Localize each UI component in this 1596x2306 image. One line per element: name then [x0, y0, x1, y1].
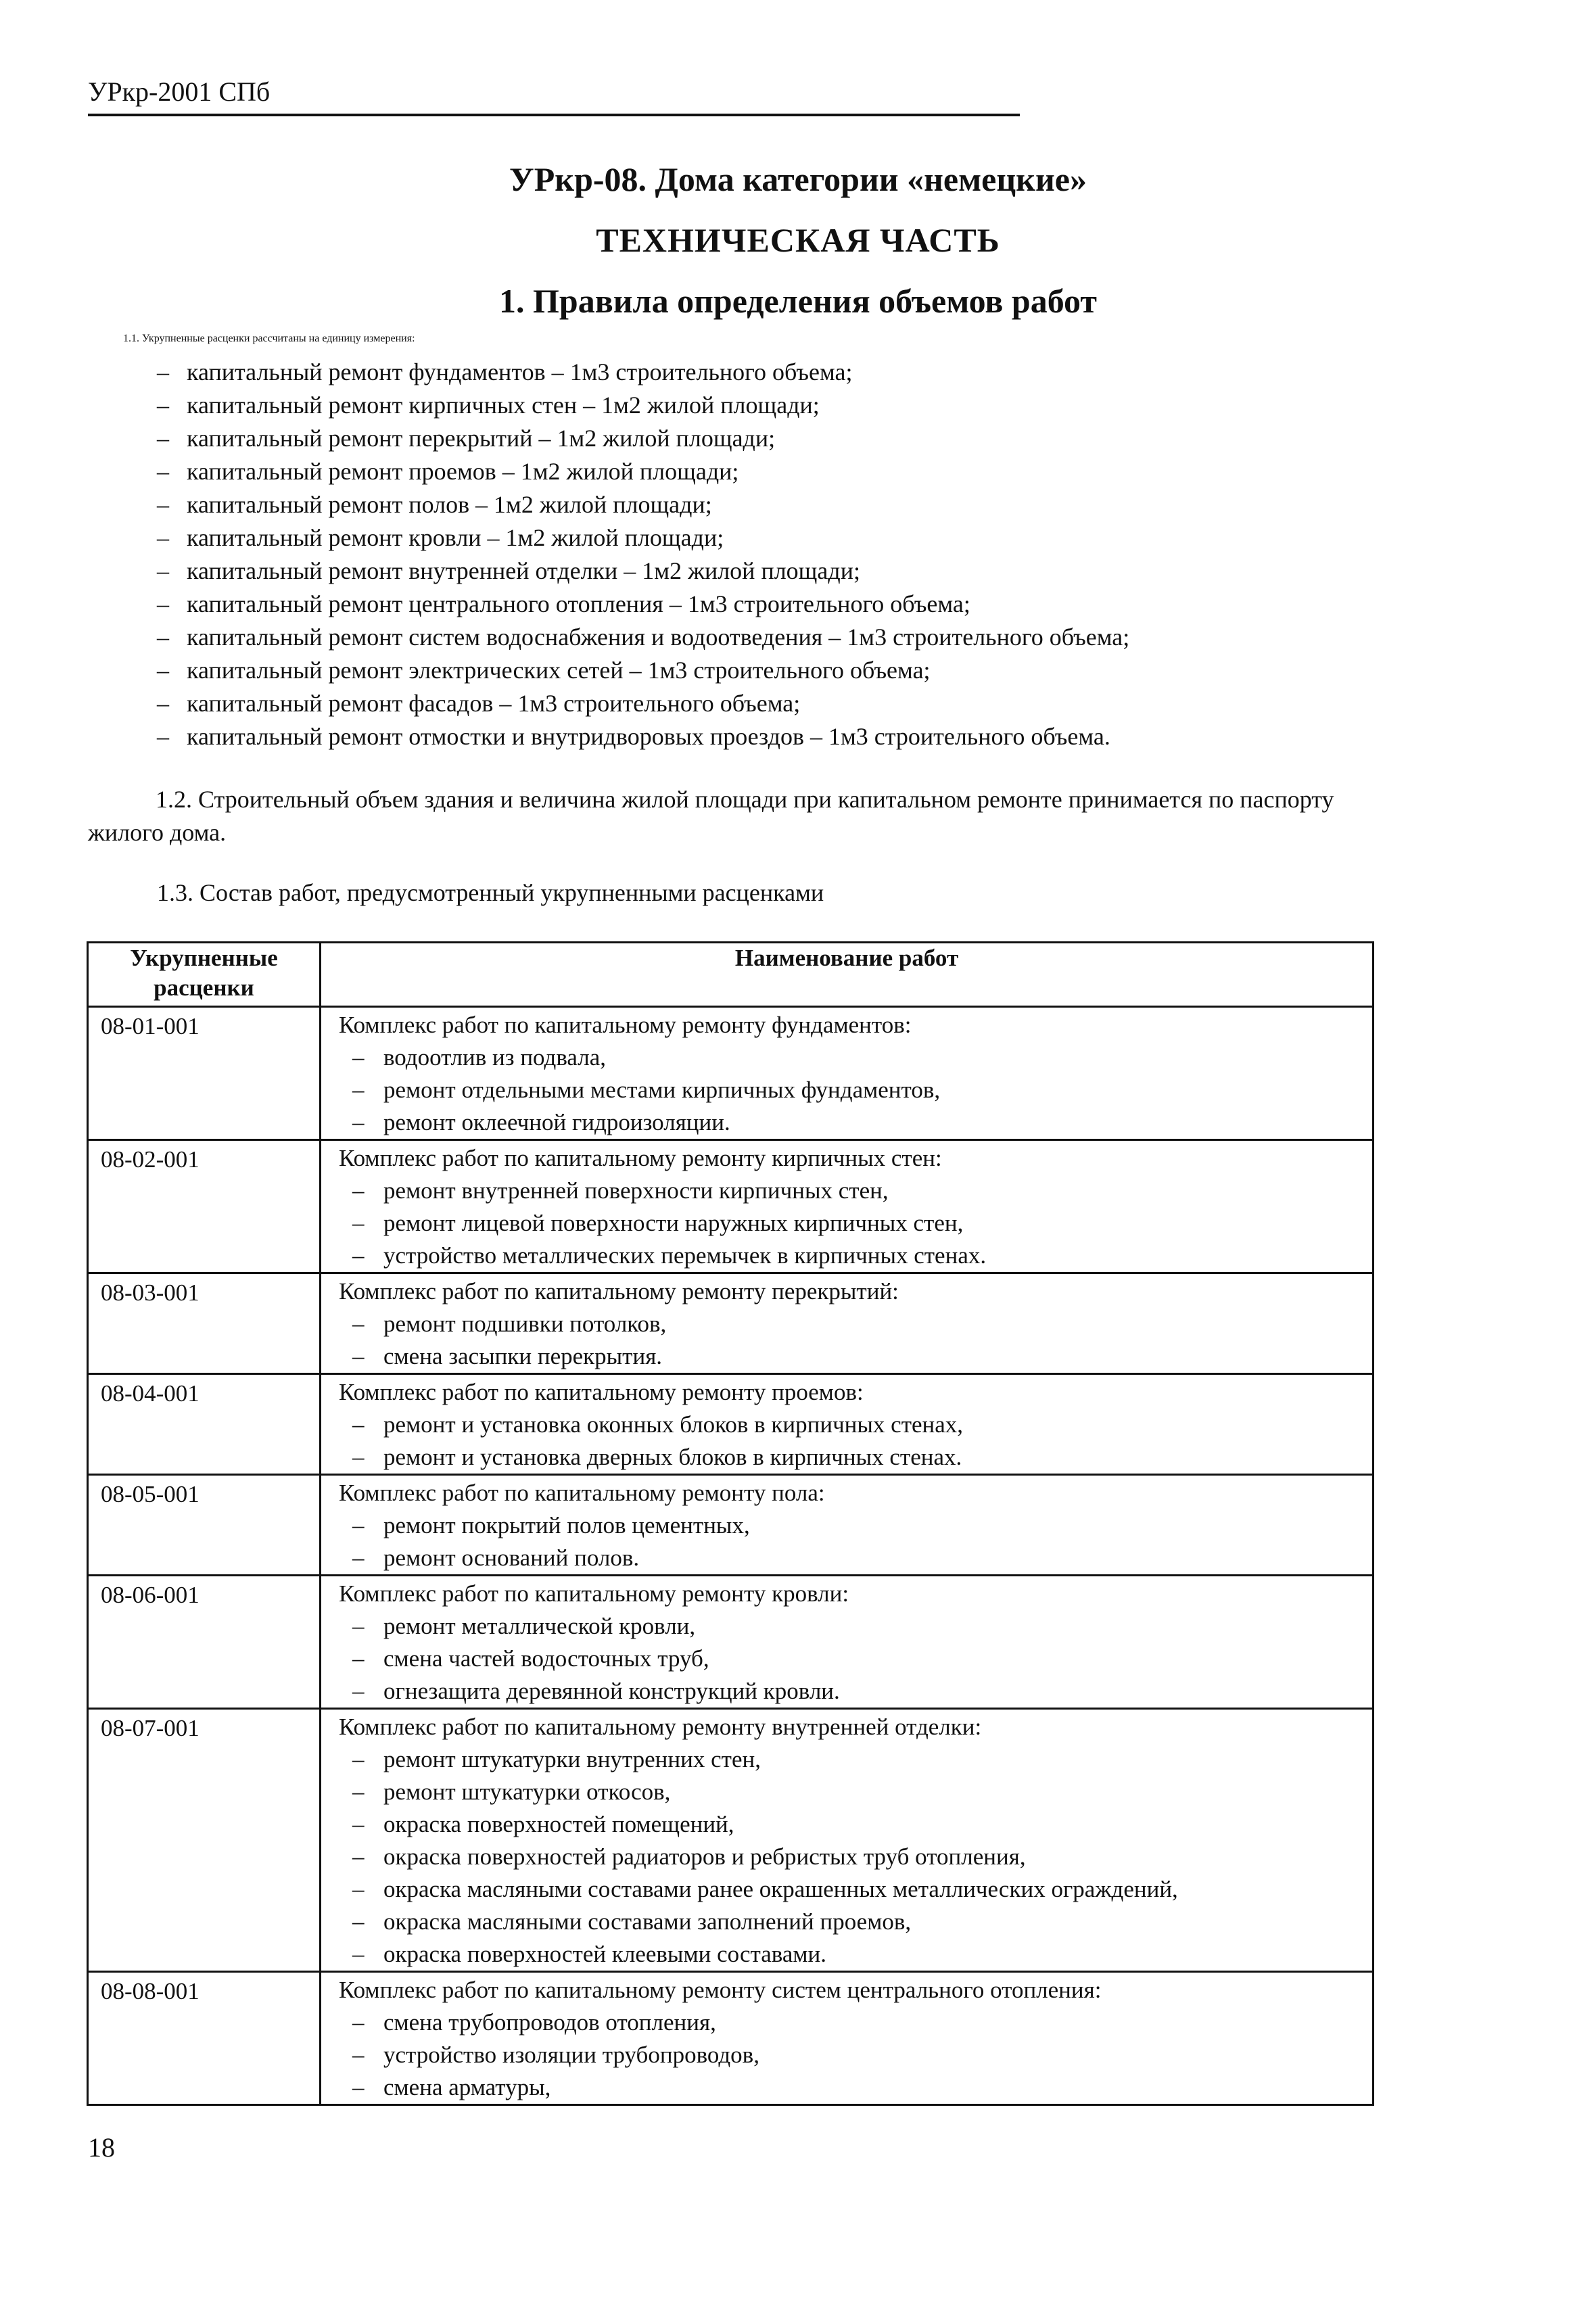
rate-code-cell: 08-02-001 [88, 1140, 321, 1273]
list-dash: – [157, 524, 169, 551]
list-item-text: капитальный ремонт электрических сетей – 1м3 строительного объема; [187, 657, 931, 684]
work-item [339, 1175, 1372, 1207]
list-dash: – [157, 723, 169, 750]
table-row [88, 1374, 1374, 1475]
work-complex-title: Комплекс работ по капитальному ремонту кровли: [339, 1580, 849, 1607]
work-item [339, 2039, 1372, 2071]
work-description-cell [321, 1475, 1374, 1576]
work-description-cell [321, 1576, 1374, 1709]
work-item [339, 2071, 1372, 2104]
document-code-header: УРкр-2001 СПб [88, 76, 271, 107]
work-item-text: смена арматуры, [383, 2074, 551, 2100]
work-item-text: окраска масляными составами ранее окрашенных металлических ограждений, [383, 1876, 1178, 1902]
list-dash: – [157, 690, 169, 717]
list-dash: – [157, 491, 169, 518]
work-item-dash: – [352, 1343, 365, 1369]
work-item [339, 1041, 1372, 1074]
list-item-text: капитальный ремонт отмостки и внутридворовых проездов – 1м3 строительного объема. [187, 723, 1110, 750]
list-item-text: капитальный ремонт фасадов – 1м3 строительного объема; [187, 690, 801, 717]
work-item [339, 1776, 1372, 1808]
paragraph-1-2 [88, 783, 1412, 849]
work-item-dash: – [352, 1512, 365, 1538]
table-row [88, 1475, 1374, 1576]
work-complex-title: Комплекс работ по капитальному ремонту внутренней отделки: [339, 1714, 982, 1740]
work-item-dash: – [352, 1242, 365, 1269]
work-item [339, 1841, 1372, 1873]
header-divider [88, 114, 1020, 116]
work-item [339, 1106, 1372, 1139]
work-item-dash: – [352, 2042, 365, 2068]
work-item [339, 1643, 1372, 1675]
work-item-text: ремонт и установка оконных блоков в кирпичных стенах, [383, 1411, 964, 1438]
work-item [339, 1074, 1372, 1106]
work-item [339, 1441, 1372, 1474]
work-item-text: ремонт и установка дверных блоков в кирпичных стенах. [383, 1444, 962, 1470]
list-item-text: капитальный ремонт кровли – 1м2 жилой площади; [187, 524, 724, 551]
list-item-text: капитальный ремонт полов – 1м2 жилой площади; [187, 491, 712, 518]
work-complex-title: Комплекс работ по капитальному ремонту кирпичных стен: [339, 1145, 942, 1171]
list-dash: – [157, 590, 169, 617]
work-complex-title: Комплекс работ по капитальному ремонту проемов: [339, 1379, 864, 1405]
work-description-cell [321, 1140, 1374, 1273]
units-list [157, 356, 1129, 753]
list-dash: – [157, 557, 169, 584]
work-item-dash: – [352, 1210, 365, 1236]
table-row [88, 1007, 1374, 1140]
work-item-dash: – [352, 1311, 365, 1337]
work-item [339, 2006, 1372, 2039]
list-item-text: капитальный ремонт систем водоснабжения и водоотведения – 1м3 строительного объема; [187, 623, 1130, 651]
table-header-row [88, 943, 1374, 1007]
work-item-text: устройство изоляции трубопроводов, [383, 2042, 759, 2068]
list-item-text: капитальный ремонт проемов – 1м2 жилой площади; [187, 458, 739, 485]
work-item-text: ремонт оклеечной гидроизоляции. [383, 1109, 730, 1135]
list-item [157, 488, 1129, 521]
work-item [339, 1509, 1372, 1542]
list-dash: – [157, 358, 169, 385]
work-item-dash: – [352, 1044, 365, 1070]
work-complex-title: Комплекс работ по капитальному ремонту фундаментов: [339, 1012, 912, 1038]
work-item [339, 1240, 1372, 1272]
work-item-dash: – [352, 1678, 365, 1704]
paragraph-1-3: 1.3. Состав работ, предусмотренный укрупненными расценками [157, 879, 824, 906]
list-dash: – [157, 657, 169, 684]
rate-code-cell: 08-01-001 [88, 1007, 321, 1140]
list-item [157, 687, 1129, 720]
table-row [88, 1972, 1374, 2105]
section-title: УРкр-08. Дома категории «немецкие» [509, 160, 1087, 198]
work-item-text: смена трубопроводов отопления, [383, 2009, 716, 2036]
rate-code-cell: 08-04-001 [88, 1374, 321, 1475]
work-item-text: смена засыпки перекрытия. [383, 1343, 663, 1369]
work-item-text: огнезащита деревянной конструкций кровли. [383, 1678, 840, 1704]
work-item-text: водоотлив из подвала, [383, 1044, 607, 1070]
list-item-text: капитальный ремонт центрального отопления – 1м3 строительного объема; [187, 590, 970, 617]
work-item-text: ремонт отдельными местами кирпичных фундаментов, [383, 1077, 941, 1103]
work-item-text: окраска поверхностей помещений, [383, 1811, 734, 1837]
rate-code-cell: 08-05-001 [88, 1475, 321, 1576]
work-description-cell [321, 1007, 1374, 1140]
work-item-dash: – [352, 1077, 365, 1103]
work-item-dash: – [352, 1177, 365, 1204]
work-item [339, 1340, 1372, 1373]
work-item-text: окраска поверхностей клеевыми составами. [383, 1941, 827, 1967]
work-item-dash: – [352, 2009, 365, 2036]
list-item [157, 521, 1129, 555]
work-item-dash: – [352, 1908, 365, 1935]
work-item-text: ремонт металлической кровли, [383, 1613, 696, 1639]
work-item-dash: – [352, 1779, 365, 1805]
paragraph-1-2-text: 1.2. Строительный объем здания и величина жилой площади при капитальном ремонте принимается по паспорту жилого дома. [88, 786, 1334, 846]
header-work-names: Наименование работ [321, 943, 1374, 1007]
work-item-text: ремонт лицевой поверхности наружных кирпичных стен, [383, 1210, 964, 1236]
work-item-dash: – [352, 1811, 365, 1837]
work-item-dash: – [352, 1645, 365, 1672]
work-item [339, 1207, 1372, 1240]
work-description-cell [321, 1972, 1374, 2105]
rate-code-cell: 08-07-001 [88, 1709, 321, 1972]
work-item-dash: – [352, 1411, 365, 1438]
list-dash: – [157, 458, 169, 485]
work-complex-title: Комплекс работ по капитальному ремонту систем центрального отопления: [339, 1977, 1102, 2003]
work-item [339, 1808, 1372, 1841]
header-rates: Укрупненные расценки [88, 943, 321, 1007]
list-dash: – [157, 623, 169, 651]
page-number: 18 [88, 2132, 115, 2163]
work-item [339, 1743, 1372, 1776]
work-item-text: окраска поверхностей радиаторов и ребристых труб отопления, [383, 1843, 1026, 1870]
list-item [157, 654, 1129, 687]
rate-code-cell: 08-06-001 [88, 1576, 321, 1709]
work-item [339, 1938, 1372, 1971]
rate-code-cell: 08-08-001 [88, 1972, 321, 2105]
table-row [88, 1576, 1374, 1709]
list-item [157, 455, 1129, 488]
paragraph-1-1-intro: 1.1. Укрупненные расценки рассчитаны на единицу измерения: [123, 333, 415, 344]
work-item-dash: – [352, 1545, 365, 1571]
work-complex-title: Комплекс работ по капитальному ремонту перекрытий: [339, 1278, 899, 1304]
work-item-text: устройство металлических перемычек в кирпичных стенах. [383, 1242, 987, 1269]
list-item [157, 555, 1129, 588]
list-item [157, 356, 1129, 389]
work-item-dash: – [352, 1876, 365, 1902]
work-complex-title: Комплекс работ по капитальному ремонту пола: [339, 1480, 825, 1506]
rules-title: 1. Правила определения объемов работ [499, 282, 1097, 320]
table-row [88, 1273, 1374, 1374]
work-item-dash: – [352, 1613, 365, 1639]
works-table-body [88, 1007, 1374, 2105]
part-title: ТЕХНИЧЕСКАЯ ЧАСТЬ [596, 221, 1000, 259]
work-description-cell [321, 1374, 1374, 1475]
work-item-text: окраска масляными составами заполнений проемов, [383, 1908, 912, 1935]
table-row [88, 1140, 1374, 1273]
list-item-text: капитальный ремонт кирпичных стен – 1м2 жилой площади; [187, 392, 820, 419]
list-item-text: капитальный ремонт фундаментов – 1м3 строительного объема; [187, 358, 853, 385]
table-row [88, 1709, 1374, 1972]
list-item [157, 588, 1129, 621]
work-item-text: ремонт внутренней поверхности кирпичных стен, [383, 1177, 889, 1204]
work-item-text: смена частей водосточных труб, [383, 1645, 709, 1672]
title-block [0, 157, 1596, 339]
work-item [339, 1542, 1372, 1574]
work-item [339, 1906, 1372, 1938]
list-item [157, 621, 1129, 654]
list-item-text: капитальный ремонт перекрытий – 1м2 жилой площади; [187, 425, 776, 452]
work-item-text: ремонт штукатурки откосов, [383, 1779, 671, 1805]
list-item [157, 422, 1129, 455]
work-item-dash: – [352, 1109, 365, 1135]
work-item [339, 1308, 1372, 1340]
work-description-cell [321, 1273, 1374, 1374]
work-description-cell [321, 1709, 1374, 1972]
list-item-text: капитальный ремонт внутренней отделки – 1м2 жилой площади; [187, 557, 860, 584]
work-item-text: ремонт подшивки потолков, [383, 1311, 667, 1337]
work-item-text: ремонт оснований полов. [383, 1545, 640, 1571]
work-item-dash: – [352, 1941, 365, 1967]
work-item [339, 1409, 1372, 1441]
work-item-dash: – [352, 2074, 365, 2100]
work-item-text: ремонт покрытий полов цементных, [383, 1512, 750, 1538]
work-item [339, 1675, 1372, 1708]
works-table [87, 941, 1374, 2106]
work-item-dash: – [352, 1843, 365, 1870]
rate-code-cell: 08-03-001 [88, 1273, 321, 1374]
list-item [157, 720, 1129, 753]
work-item-dash: – [352, 1746, 365, 1772]
list-item [157, 389, 1129, 422]
work-item-text: ремонт штукатурки внутренних стен, [383, 1746, 761, 1772]
list-dash: – [157, 392, 169, 419]
work-item [339, 1610, 1372, 1643]
work-item-dash: – [352, 1444, 365, 1470]
work-item [339, 1873, 1372, 1906]
list-dash: – [157, 425, 169, 452]
